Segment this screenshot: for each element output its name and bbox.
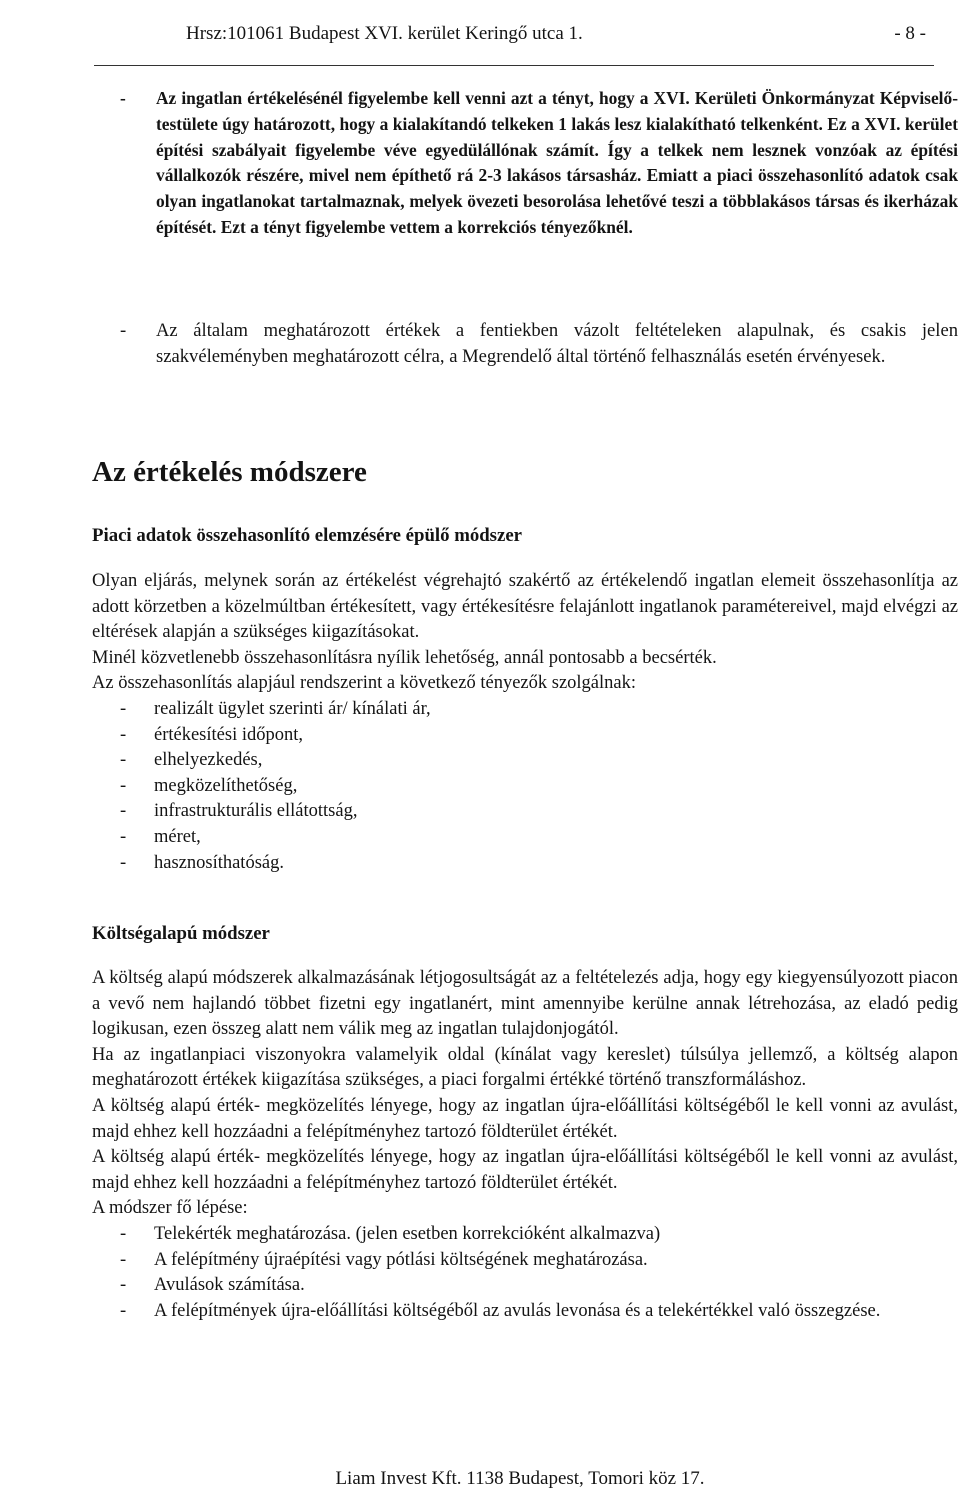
factor-text: méret,: [154, 826, 201, 847]
bullet-dash: -: [120, 88, 126, 108]
page-footer: Liam Invest Kft. 1138 Budapest, Tomori köz 17.: [335, 1468, 705, 1489]
cost-method-section: [92, 966, 958, 1324]
step-text: Telekérték meghatározása. (jelen esetben korrekcióként alkalmazva): [154, 1223, 661, 1244]
list-item: [92, 1273, 958, 1299]
cost-paragraph-1: A költség alapú módszerek alkalmazásának létjogosultságát az a feltételezés adja, hogy egy kiegyensúlyozott piacon a vevő nem hajlandó többet fizetni egy ingatlanért, mint amennyibe kerülne annak létrehozása, az eladó pedig logikusan, ezen összeg alatt nem válik meg az ingatlan tulajdonjogától.: [92, 968, 958, 1040]
comparison-factor-list: [92, 697, 958, 876]
bullet-dash: -: [120, 1249, 127, 1270]
comparative-method-title: Piaci adatok összehasonlító elemzésére épülő módszer: [92, 525, 522, 546]
list-item: [92, 799, 958, 825]
step-text: A felépítmény újraépítési vagy pótlási költségének meghatározása.: [154, 1249, 648, 1270]
intro-bullet-1-text: Az ingatlan értékelésénél figyelembe kell venni azt a tényt, hogy a XVI. Kerületi Önkormányzat Képviselő-testülete úgy határozott, hogy a kialakítandó telkeken 1 lakás lesz kialakítható telkenként. Ez a XVI. kerület építési szabályait figyelembe véve egyedülállónak számít. Így a telkek nem lesznek vonzóak az építési vállalkozók részére, mivel nem építhető rá 2-3 lakásos társasház. Emiatt a piaci összehasonlító adatok csak olyan ingatlanokat tartalmaznak, melyek övezeti besorolása lehetővé teszi a többlakásos társas és ikerházak építését. Ezt a tényt figyelembe vettem a korrekciós tényezőknél.: [156, 88, 958, 237]
bullet-dash: -: [120, 801, 127, 822]
comparative-method-section: [92, 569, 958, 876]
factor-text: értékesítési időpont,: [154, 724, 303, 745]
comparative-paragraph-2: Minél közvetlenebb összehasonlításra nyílik lehetőség, annál pontosabb a becsérték.: [92, 647, 717, 668]
header-divider: [94, 65, 934, 66]
bullet-dash: -: [120, 1275, 127, 1296]
list-item: [92, 1222, 958, 1248]
bullet-dash: -: [120, 724, 127, 745]
factor-text: hasznosíthatóság.: [154, 852, 284, 873]
bullet-dash: -: [120, 1300, 127, 1321]
factor-text: elhelyezkedés,: [154, 750, 263, 771]
list-item: [92, 774, 958, 800]
list-item: [92, 1248, 958, 1274]
intro-bullet-list-bold: [92, 86, 958, 241]
cost-method-title: Költségalapú módszer: [92, 923, 270, 944]
step-text: Avulások számítása.: [154, 1275, 305, 1296]
intro-bullet-2-text: Az általam meghatározott értékek a fentiekben vázolt feltételeken alapulnak, és csakis jelen szakvéleményben meghatározott célra, a Megrendelő által történő felhasználás esetén érvényesek.: [156, 320, 958, 367]
list-item: [92, 697, 958, 723]
step-text: A felépítmények újra-előállítási költségéből az avulás levonása és a telekértékkel való összegzése.: [154, 1300, 881, 1321]
cost-paragraph-3: A költség alapú érték- megközelítés lényege, hogy az ingatlan újra-előállítási költségéből le kell vonni az avulást, majd ehhez kell hozzáadni a felépítményhez tartozó földterület értékét.: [92, 1095, 958, 1142]
bullet-dash: -: [120, 1223, 127, 1244]
list-item: [92, 748, 958, 774]
comparative-paragraph-3: Az összehasonlítás alapjául rendszerint a következő tényezők szolgálnak:: [92, 673, 637, 694]
bullet-dash: -: [120, 320, 127, 341]
cost-paragraph-2: Ha az ingatlanpiaci viszonyokra valamelyik oldal (kínálat vagy kereslet) túlsúlya jellemző, a költség alapon meghatározott értékek kiigazítása szükséges, a piaci forgalmi értékké történő transzformáláshoz.: [92, 1044, 958, 1091]
method-title: Az értékelés módszere: [92, 456, 367, 488]
bullet-dash: -: [120, 775, 127, 796]
header-property-reference: Hrsz:101061 Budapest XVI. kerület Keringő utca 1.: [186, 23, 583, 44]
factor-text: realizált ügylet szerinti ár/ kínálati ár,: [154, 698, 431, 719]
bullet-dash: -: [120, 698, 127, 719]
bullet-dash: -: [120, 852, 127, 873]
cost-paragraph-4: A költség alapú érték- megközelítés lényege, hogy az ingatlan újra-előállítási költségéből le kell vonni az avulást, majd ehhez kell hozzáadni a felépítményhez tartozó földterület értékét.: [92, 1147, 958, 1193]
bullet-dash: -: [120, 750, 127, 771]
list-item: [92, 1299, 958, 1325]
cost-step-list: [92, 1222, 958, 1324]
list-item: [92, 825, 958, 851]
intro-bullet-2: [92, 318, 958, 369]
factor-text: infrastrukturális ellátottság,: [154, 801, 358, 822]
list-item: [92, 851, 958, 877]
cost-paragraph-5: A módszer fő lépése:: [92, 1198, 248, 1219]
factor-text: megközelíthetőség,: [154, 775, 298, 796]
intro-bullet-1: [92, 86, 958, 241]
header-page-number: - 8 -: [894, 23, 926, 44]
bullet-dash: -: [120, 826, 127, 847]
intro-bullet-list: [92, 318, 958, 369]
list-item: [92, 723, 958, 749]
comparative-paragraph-1: Olyan eljárás, melynek során az értékelést végrehajtó szakértő az értékelendő ingatlan elemeit összehasonlítja az adott körzetben a közelmúltban értékesített, vagy értékesítésre felajánlott ingatlanok paramétereivel, majd elvégzi az eltérések alapján a szükséges kiigazításokat.: [92, 571, 958, 643]
